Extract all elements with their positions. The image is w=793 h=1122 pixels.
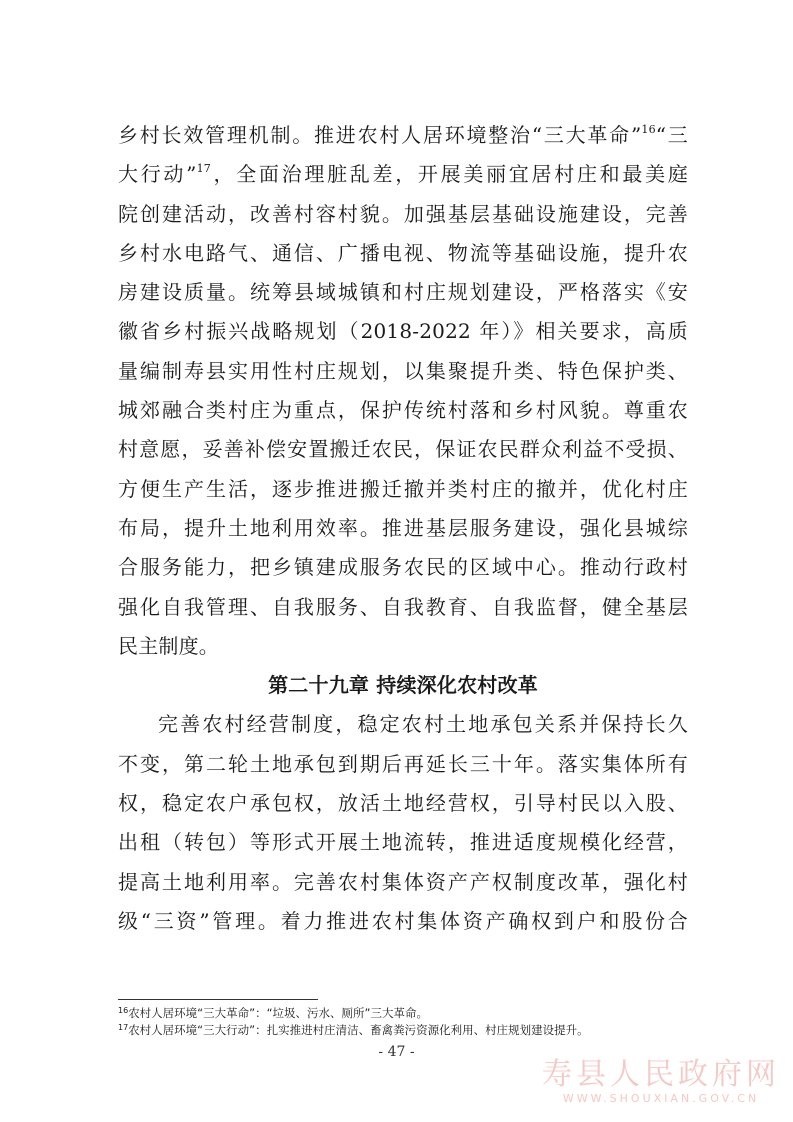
text-line: 权，稳定农户承包权，放活土地经营权，引导村民以入股、 (118, 791, 688, 816)
text-line: 合服务能力，把乡镇建成服务农民的区域中心。推动行政村 (118, 555, 688, 580)
text-line: 布局，提升土地利用效率。推进基层服务建设，强化县城综 (118, 515, 688, 540)
footnote-text: 农村人居环境“三大革命”：“垃圾、污水、厕所”三大革命。 (128, 1006, 429, 1020)
text-line (118, 155, 688, 194)
text-line: 不变，第二轮土地承包到期后再延长三十年。落实集体所有 (118, 751, 688, 776)
text-line: 出租（转包）等形式开展土地流转，推进适度规模化经营， (118, 830, 688, 855)
footnote (118, 1022, 718, 1039)
text-line: 城郊融合类村庄为重点，保护传统村落和乡村风貌。尊重农 (118, 398, 688, 423)
text-segment: ，全面治理脏乱差，开展美丽宜居村庄和最美庭 (210, 162, 688, 187)
footnote-divider (118, 999, 318, 1000)
text-line: 院创建活动，改善村容村貌。加强基层基础设施建设，完善 (118, 201, 688, 226)
text-line: 级“三资”管理。着力推进农村集体资产确权到户和股份合 (118, 908, 688, 933)
footnote-number: 16 (118, 1006, 129, 1015)
watermark-cn: 寿县人民政府网 (542, 1057, 780, 1092)
footnotes (118, 1005, 718, 1039)
text-segment: 乡村长效管理机制。推进农村人居环境整治“三大革命” (118, 123, 642, 147)
text-segment: 大行动” (118, 162, 197, 187)
watermark-en: WWW.SHOUXIAN.GOV.CN (562, 1092, 760, 1105)
text-line: 村意愿，妥善补偿安置搬迁农民，保证农民群众利益不受损、 (118, 437, 688, 462)
text-segment: “三 (655, 123, 689, 147)
text-line (118, 116, 688, 155)
footnote-ref: 16 (641, 123, 656, 136)
watermark (541, 1058, 781, 1106)
footnote-ref: 17 (196, 162, 211, 176)
text-line: 方便生产生活，逐步推进搬迁撤并类村庄的撤并，优化村庄 (118, 476, 688, 501)
chapter-title: 第二十九章 持续深化农村改革 (268, 673, 538, 698)
footnote-number: 17 (118, 1023, 129, 1032)
text-line: 完善农村经营制度，稳定农村土地承包关系并保持长久 (158, 712, 688, 737)
body-text (118, 116, 688, 941)
text-line: 提高土地利用率。完善农村集体资产产权制度改革，强化村 (118, 869, 688, 894)
page-number: - 47 - (378, 1044, 415, 1060)
text-line: 民主制度。 (118, 633, 219, 658)
text-line: 徽省乡村振兴战略规划（2018-2022 年）》相关要求，高质 (118, 319, 688, 344)
text-line: 强化自我管理、自我服务、自我教育、自我监督，健全基层 (118, 594, 688, 619)
text-line: 房建设质量。统筹县域城镇和村庄规划建设，严格落实《安 (118, 280, 688, 305)
text-line: 乡村水电路气、通信、广播电视、物流等基础设施，提升农 (118, 240, 688, 265)
footnote-text: 农村人居环境“三大行动”：扎实推进村庄清洁、畜禽粪污资源化利用、村庄规划建设提升。 (128, 1023, 589, 1037)
footnote (118, 1005, 718, 1022)
text-line: 量编制寿县实用性村庄规划，以集聚提升类、特色保护类、 (118, 358, 688, 383)
